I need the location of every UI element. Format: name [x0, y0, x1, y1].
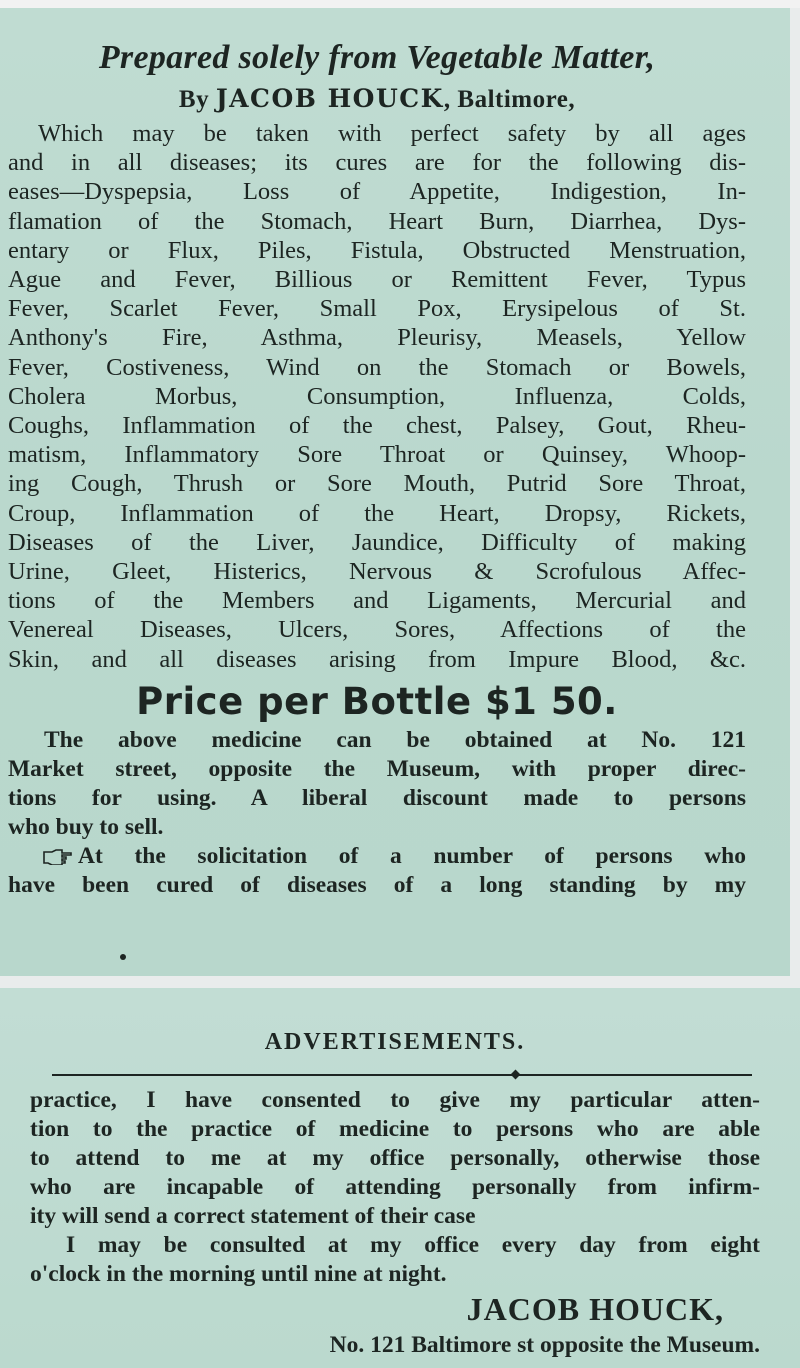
text-line: Urine, Gleet, Histerics, Nervous & Scrofulous Affec- [8, 558, 746, 586]
text-line: and in all diseases; its cures are for the following dis- [8, 149, 746, 177]
text-line: who buy to sell. [8, 813, 164, 840]
text-line: tions for using. A liberal discount made to persons [8, 784, 746, 811]
text-line: Ague and Fever, Billious or Remittent Fever, Typus [8, 266, 746, 294]
text-line: ity will send a correct statement of their case [30, 1203, 476, 1229]
practice-paragraph [30, 1086, 760, 1231]
text-line [8, 842, 746, 871]
text-line: tion to the practice of medicine to persons who are able [30, 1116, 760, 1142]
text-line: The above medicine can be obtained at No. 121 [44, 726, 746, 753]
divider-line [52, 1074, 752, 1076]
text-line: Skin, and all diseases arising from Impure Blood, &c. [8, 645, 746, 673]
text-line: tions of the Members and Ligaments, Mercurial and [8, 587, 746, 615]
section-title: ADVERTISEMENTS. [264, 1029, 526, 1055]
text-line: entary or Flux, Piles, Fistula, Obstructed Menstruation, [8, 236, 746, 264]
text-line: Cholera Morbus, Consumption, Influenza, Colds, [8, 382, 746, 410]
text-line: Diseases of the Liver, Jaundice, Difficulty of making [8, 528, 746, 556]
text-line: ing Cough, Thrush or Sore Mouth, Putrid Sore Throat, [8, 470, 746, 498]
headline: Prepared solely from Vegetable Matter, [98, 39, 656, 76]
byline-prefix: By [178, 86, 216, 113]
notice-paragraph [8, 842, 746, 900]
divider-rule [52, 1070, 752, 1080]
purchase-paragraph [8, 726, 746, 842]
text-line: Venereal Diseases, Ulcers, Sores, Affections of the [8, 616, 746, 644]
advertisement-upper-clipping [0, 8, 790, 976]
text-line: Fever, Scarlet Fever, Small Pox, Erysipelous of St. [8, 295, 746, 323]
top-border-strip [0, 0, 800, 8]
text-line: Which may be taken with perfect safety by all ages [38, 120, 746, 147]
text-line: Fever, Costiveness, Wind on the Stomach or Bowels, [8, 353, 746, 381]
advertisement-lower-clipping [0, 988, 800, 1368]
price-heading: Price per Bottle $1 50. [136, 679, 618, 723]
ink-dot [120, 954, 126, 960]
text-line: Croup, Inflammation of the Heart, Dropsy, Rickets, [8, 499, 746, 527]
text-line: eases—Dyspepsia, Loss of Appetite, Indigestion, In- [8, 178, 746, 206]
text-line: Market street, opposite the Museum, with proper direc- [8, 755, 746, 782]
text-line: have been cured of diseases of a long standing by my [8, 871, 746, 898]
byline [8, 82, 746, 117]
consult-paragraph [30, 1231, 760, 1289]
pointing-hand-icon [42, 849, 72, 865]
byline-name: JACOB HOUCK [215, 84, 444, 113]
text-line: to attend to me at my office personally, otherwise those [30, 1145, 760, 1171]
text-line: Coughs, Inflammation of the chest, Palsey, Gout, Rheu- [8, 412, 746, 440]
text-line: flamation of the Stomach, Heart Burn, Diarrhea, Dys- [8, 207, 746, 235]
text-line: who are incapable of attending personally from infirm- [30, 1174, 760, 1200]
text-line: matism, Inflammatory Sore Throat or Quinsey, Whoop- [8, 441, 746, 469]
text-line: practice, I have consented to give my particular atten- [30, 1087, 760, 1113]
text-line: o'clock in the morning until nine at night. [30, 1261, 447, 1287]
signature-name: JACOB HOUCK, [466, 1291, 724, 1327]
divider-ornament [511, 1070, 521, 1080]
signature-address: No. 121 Baltimore st opposite the Museum. [329, 1332, 760, 1358]
text-line: I may be consulted at my office every day from eight [66, 1232, 760, 1258]
disease-list-paragraph [8, 119, 746, 674]
byline-suffix: , Baltimore, [443, 86, 576, 113]
notice-line-text: At the solicitation of a number of persons who [78, 842, 746, 869]
text-line: Anthony's Fire, Asthma, Pleurisy, Measels, Yellow [8, 324, 746, 352]
